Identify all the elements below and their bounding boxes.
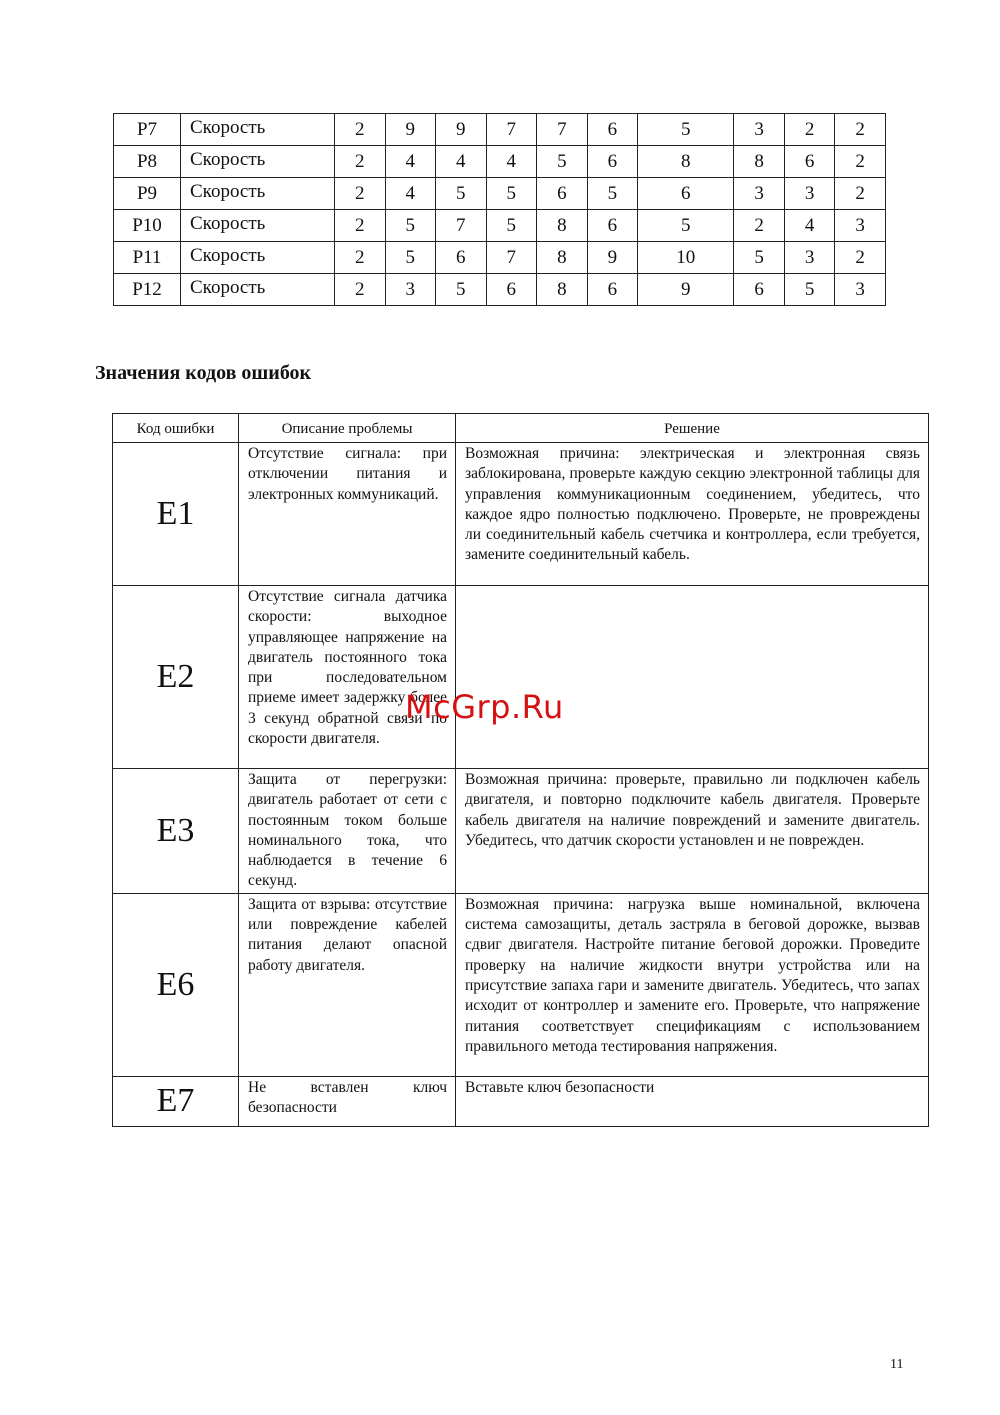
speed-value-cell: 5 [734,242,785,274]
speed-value-cell: 3 [835,274,886,306]
watermark-text: McGrp.Ru [405,688,564,726]
problem-description-cell: Отсутствие сигнала: при отключении питания и электронных коммуникаций. [239,443,456,586]
speed-value-cell: 2 [835,114,886,146]
header-solution: Решение [456,414,929,443]
program-row [114,242,886,274]
solution-cell: Вставьте ключ безопасности [456,1076,929,1126]
speed-value-cell: 5 [436,274,487,306]
problem-description-cell: Защита от перегрузки: двигатель работает от сети с постоянным током больше номинального тока, что наблюдается в течение 6 секунд. [239,769,456,894]
speed-value-cell: 8 [734,146,785,178]
speed-value-cell: 4 [385,178,436,210]
error-table-header-row [113,414,929,443]
speed-value-cell: 7 [486,114,537,146]
error-codes-table [112,413,929,1127]
program-name-cell: P7 [114,114,181,146]
speed-value-cell: 5 [784,274,835,306]
program-row [114,178,886,210]
speed-value-cell: 2 [734,210,785,242]
speed-value-cell: 6 [784,146,835,178]
speed-value-cell: 4 [436,146,487,178]
program-mode-cell: Скорость [181,114,335,146]
program-row [114,210,886,242]
problem-description-cell: Не вставлен ключ безопасности [239,1076,456,1126]
speed-value-cell: 6 [587,114,638,146]
speed-value-cell: 6 [734,274,785,306]
speed-value-cell: 6 [537,178,588,210]
speed-value-cell: 7 [537,114,588,146]
program-name-cell: P12 [114,274,181,306]
solution-cell: Возможная причина: проверьте, правильно ли подключен кабель двигателя, и повторно подключите кабель двигателя. Проверьте кабель двигателя на наличие повреждений и замените двигатель. Убедитесь, что датчик скорости установлен и не поврежден. [456,769,929,894]
program-mode-cell: Скорость [181,274,335,306]
speed-value-cell: 2 [335,274,386,306]
speed-value-cell: 8 [638,146,734,178]
error-code-cell: E1 [113,443,239,586]
section-title: Значения кодов ошибок [95,362,312,384]
speed-value-cell: 2 [335,178,386,210]
program-name-cell: P9 [114,178,181,210]
speed-value-cell: 6 [486,274,537,306]
speed-value-cell: 3 [784,242,835,274]
error-row [113,443,929,586]
speed-value-cell: 3 [835,210,886,242]
speed-value-cell: 2 [335,242,386,274]
speed-value-cell: 4 [486,146,537,178]
error-code-cell: E6 [113,893,239,1076]
error-row [113,893,929,1076]
program-name-cell: P8 [114,146,181,178]
error-row [113,769,929,894]
problem-description-cell: Защита от взрыва: отсутствие или повреждение кабелей питания делают опасной работу двигателя. [239,893,456,1076]
speed-value-cell: 3 [784,178,835,210]
speed-value-cell: 2 [335,210,386,242]
program-mode-cell: Скорость [181,178,335,210]
problem-description-cell: Отсутствие сигнала датчика скорости: выходное управляющее напряжение на двигатель постоянного тока при последовательном приеме имеет задержку более 3 секунд обратной связи по скорости двигателя. [239,586,456,769]
solution-cell: Возможная причина: нагрузка выше номинальной, включена система самозащиты, деталь застряла в беговой дорожке, вызвав сдвиг двигателя. Настройте питание беговой дорожки. Проведите проверку на наличие жидкости внутри устройства или на присутствие запаха гари и замените двигатель. Убедитесь, что запах исходит от контроллер и замените его. Проверьте, что напряжение питания соответствует спецификациям с использованием правильного метода тестирования напряжения. [456,893,929,1076]
speed-value-cell: 5 [537,146,588,178]
speed-value-cell: 10 [638,242,734,274]
speed-value-cell: 6 [638,178,734,210]
program-mode-cell: Скорость [181,146,335,178]
speed-value-cell: 6 [587,210,638,242]
program-row [114,114,886,146]
speed-value-cell: 5 [587,178,638,210]
program-name-cell: P10 [114,210,181,242]
error-row [113,586,929,769]
speed-value-cell: 8 [537,274,588,306]
header-error-code: Код ошибки [113,414,239,443]
speed-value-cell: 5 [385,242,436,274]
speed-value-cell: 5 [436,178,487,210]
error-codes-table-body [113,443,929,1127]
speed-value-cell: 7 [486,242,537,274]
program-speed-table [113,113,886,306]
speed-value-cell: 3 [734,114,785,146]
speed-value-cell: 8 [537,242,588,274]
speed-value-cell: 3 [734,178,785,210]
error-code-cell: E2 [113,586,239,769]
program-row [114,146,886,178]
speed-value-cell: 8 [537,210,588,242]
speed-value-cell: 5 [486,178,537,210]
program-speed-table-body [114,114,886,306]
speed-value-cell: 6 [587,274,638,306]
error-code-cell: E3 [113,769,239,894]
solution-cell: Возможная причина: электрическая и электронная связь заблокирована, проверьте каждую секцию электронной таблицы для управления коммуникационным соединением, убедитесь, что каждое ядро полностью подключено. Проверьте, не провреждены ли соединительный кабель счетчика и контроллера, если требуется, замените соединительный кабель. [456,443,929,586]
speed-value-cell: 5 [638,114,734,146]
speed-value-cell: 9 [436,114,487,146]
program-mode-cell: Скорость [181,242,335,274]
speed-value-cell: 9 [385,114,436,146]
program-mode-cell: Скорость [181,210,335,242]
program-name-cell: P11 [114,242,181,274]
program-row [114,274,886,306]
speed-value-cell: 3 [385,274,436,306]
error-code-cell: E7 [113,1076,239,1126]
header-problem-description: Описание проблемы [239,414,456,443]
speed-value-cell: 2 [335,146,386,178]
speed-value-cell: 4 [784,210,835,242]
speed-value-cell: 9 [638,274,734,306]
speed-value-cell: 9 [587,242,638,274]
speed-value-cell: 6 [436,242,487,274]
speed-value-cell: 5 [486,210,537,242]
page-number: 11 [890,1357,904,1372]
speed-value-cell: 5 [385,210,436,242]
speed-value-cell: 4 [385,146,436,178]
speed-value-cell: 2 [335,114,386,146]
speed-value-cell: 7 [436,210,487,242]
solution-cell [456,586,929,769]
error-row [113,1076,929,1126]
speed-value-cell: 2 [835,178,886,210]
speed-value-cell: 5 [638,210,734,242]
speed-value-cell: 2 [784,114,835,146]
speed-value-cell: 2 [835,242,886,274]
speed-value-cell: 2 [835,146,886,178]
speed-value-cell: 6 [587,146,638,178]
